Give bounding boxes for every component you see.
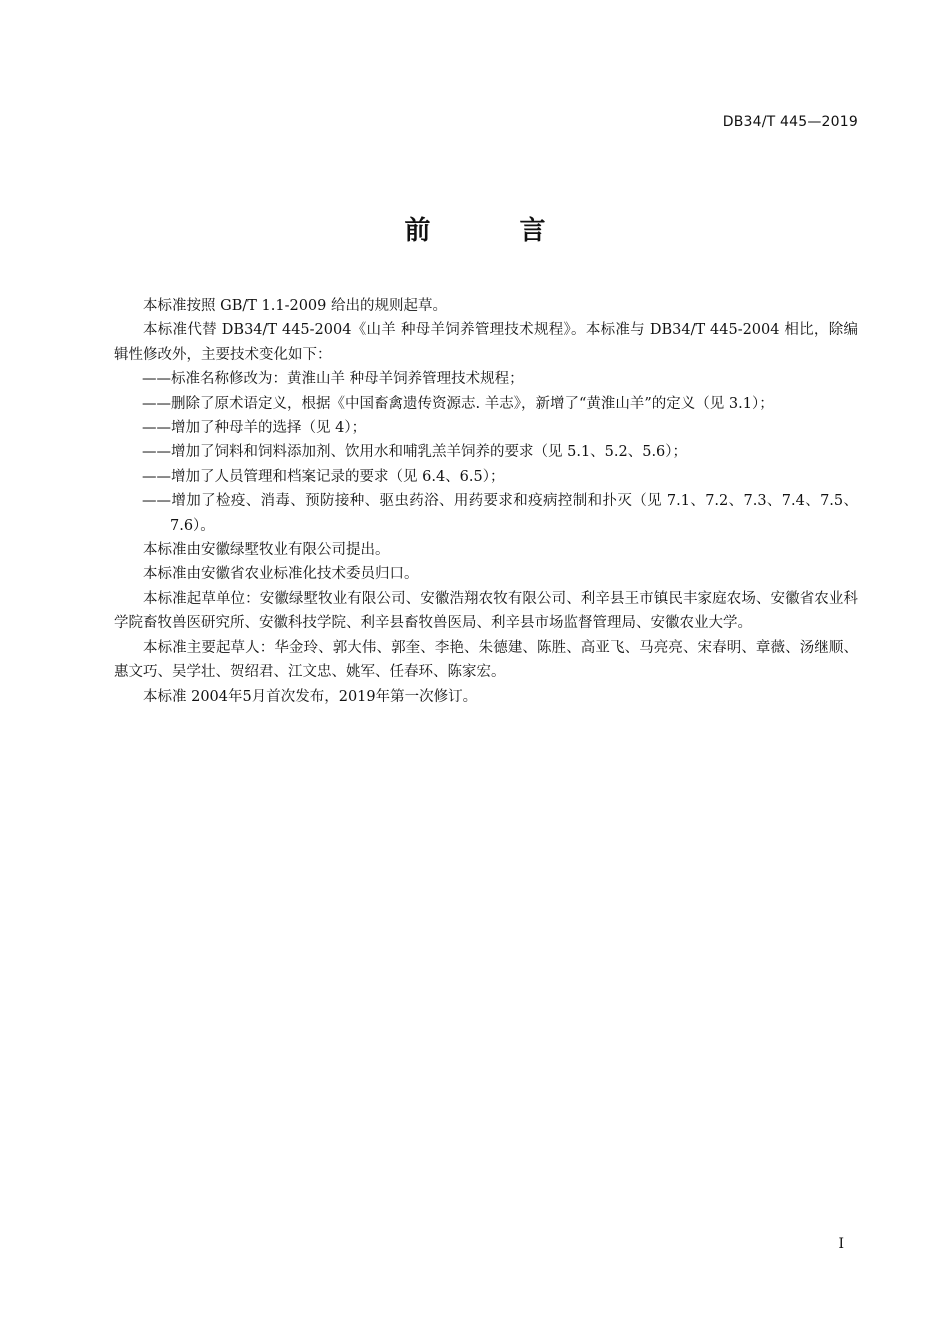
list-item: ——增加了种母羊的选择（见 4）；: [142, 420, 367, 437]
paragraph-drafters: 本标准主要起草人：华金玲、郭大伟、郭奎、李艳、朱德建、陈胜、高亚飞、马亮亮、宋春明、章薇、汤继顺、惠文巧、吴学壮、贺绍君、江文忠、姚军、任春环、陈家宏。: [114, 639, 858, 681]
page-number: I: [838, 1236, 844, 1252]
paragraph-replacement: 本标准代替 DB34/T 445-2004《山羊 种母羊饲养管理技术规程》。本标准与 DB34/T 445-2004 相比，除编辑性修改外，主要技术变化如下：: [114, 322, 858, 363]
paragraph-proposer: 本标准由安徽绿墅牧业有限公司提出。: [143, 542, 390, 559]
list-item: ——删除了原术语定义，根据《中国畜禽遗传资源志. 羊志》，新增了“黄淮山羊”的定义（见 3.1）；: [142, 395, 774, 412]
paragraph-drafting-rules: 本标准按照 GB/T 1.1-2009 给出的规则起草。: [143, 298, 447, 314]
page-title: 前 言: [404, 216, 586, 246]
paragraph-history: 本标准 2004年5月首次发布，2019年第一次修订。: [143, 688, 478, 705]
document-code: DB34/T 445—2019: [722, 114, 858, 130]
paragraph-drafting-units: 本标准起草单位：安徽绿墅牧业有限公司、安徽浩翔农牧有限公司、利辛县王市镇民丰家庭农场、安徽省农业科学院畜牧兽医研究所、安徽科技学院、利辛县畜牧兽医局、利辛县市场监督管理局、安徽农业大学。: [114, 590, 858, 632]
list-item: ——增加了检疫、消毒、预防接种、驱虫药浴、用药要求和疫病控制和扑灭（见 7.1、7.2、7.3、7.4、7.5、7.6）。: [142, 493, 858, 534]
list-item: ——标准名称修改为：黄淮山羊 种母羊饲养管理技术规程；: [142, 371, 524, 388]
list-item: ——增加了人员管理和档案记录的要求（见 6.4、6.5）；: [142, 468, 505, 485]
foreword-body: [114, 294, 858, 709]
paragraph-committee: 本标准由安徽省农业标准化技术委员归口。: [143, 566, 419, 583]
list-item: ——增加了饲料和饲料添加剂、饮用水和哺乳羔羊饲养的要求（见 5.1、5.2、5.6）；: [142, 444, 688, 461]
